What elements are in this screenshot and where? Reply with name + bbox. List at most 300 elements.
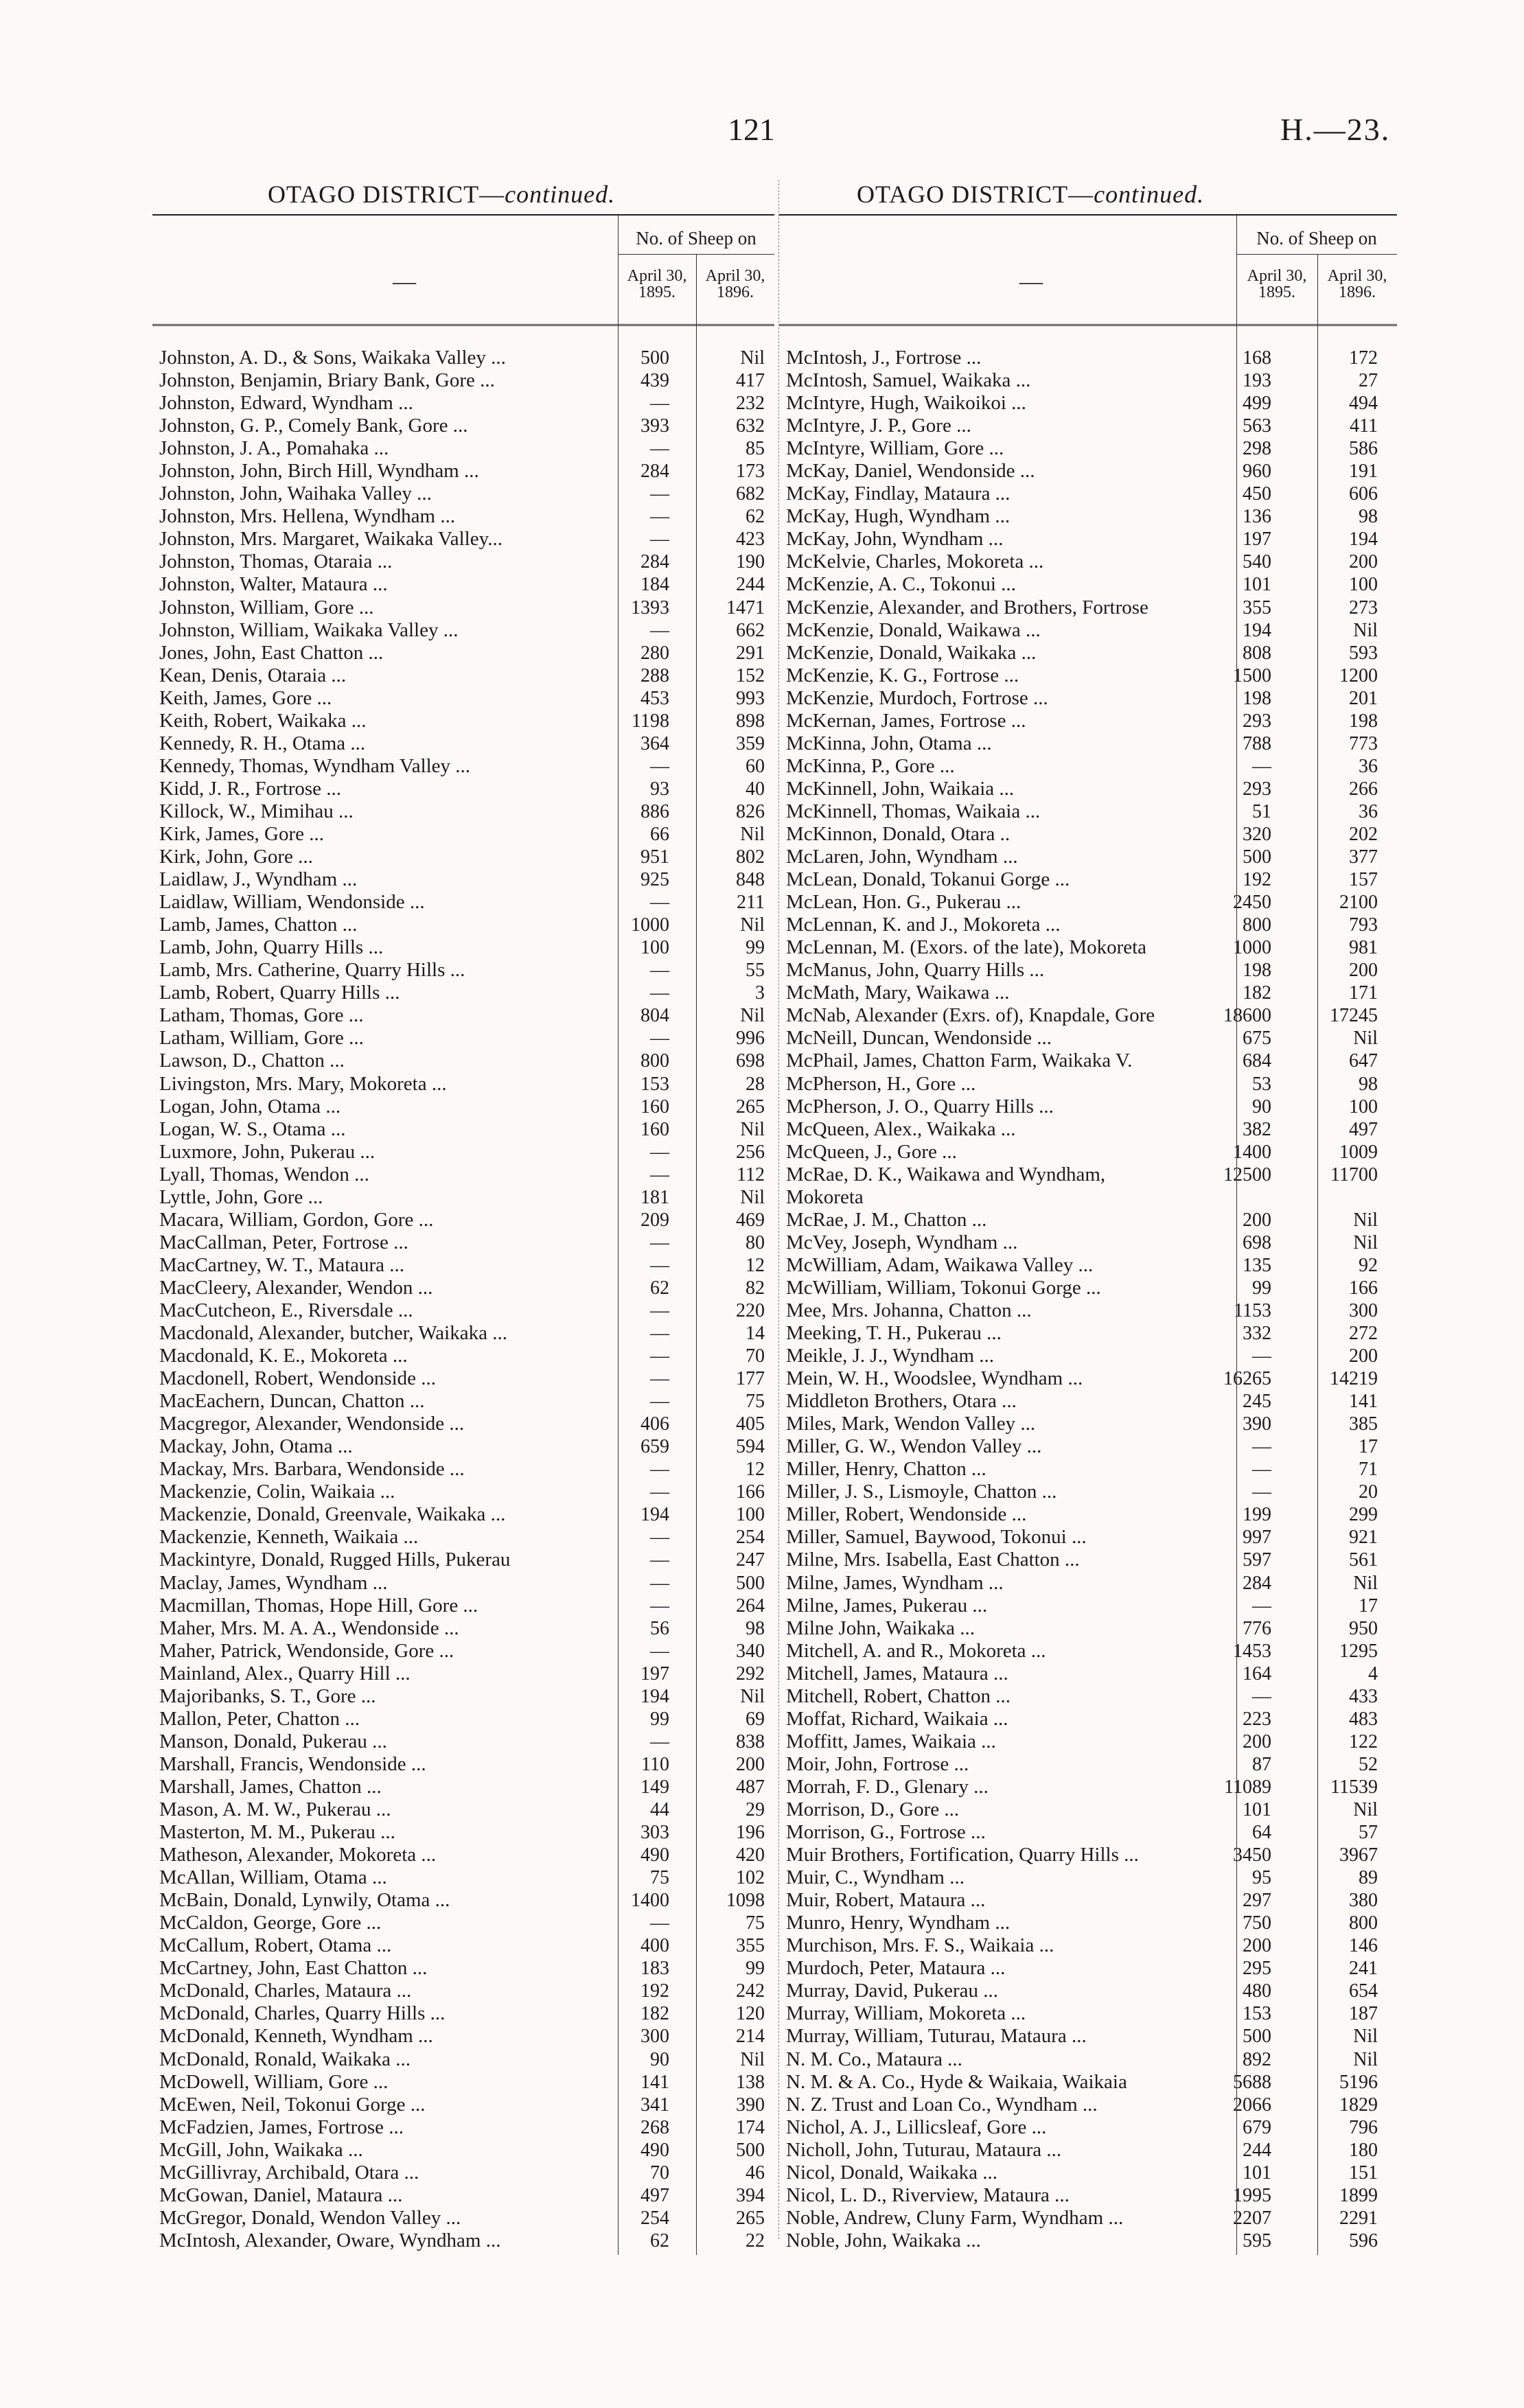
sheep-1895: — bbox=[1252, 1436, 1271, 1458]
table-row bbox=[779, 483, 1397, 505]
table-row bbox=[152, 1390, 774, 1413]
table-row bbox=[779, 2048, 1397, 2071]
table-row bbox=[152, 1934, 774, 1957]
table-row bbox=[152, 1640, 774, 1663]
owner-name: Laidlaw, William, Wendonside ... bbox=[159, 891, 425, 914]
table-row bbox=[779, 1957, 1397, 1980]
sheep-1895: 295 bbox=[1243, 1958, 1271, 1980]
sheep-1895: — bbox=[650, 1730, 669, 1752]
owner-name: McLaren, John, Wyndham ... bbox=[786, 846, 1018, 868]
owner-name: McIntosh, Alexander, Oware, Wyndham ... bbox=[159, 2229, 501, 2251]
table-row bbox=[779, 1526, 1397, 1549]
table-row bbox=[152, 1164, 774, 1186]
owner-name: Matheson, Alexander, Mokoreta ... bbox=[159, 1844, 437, 1866]
table-row bbox=[779, 2230, 1397, 2252]
table-row bbox=[152, 868, 774, 891]
sheep-1896: 52 bbox=[1359, 1753, 1378, 1775]
owner-name: McMath, Mary, Waikawa ... bbox=[786, 982, 1010, 1004]
owner-name: McDonald, Charles, Mataura ... bbox=[159, 1980, 412, 2002]
sheep-1895: 62 bbox=[650, 1277, 669, 1299]
sheep-1895: 997 bbox=[1243, 1527, 1271, 1549]
table-row bbox=[152, 2162, 774, 2184]
sheep-1896: 497 bbox=[1349, 1118, 1378, 1140]
table-row bbox=[779, 846, 1397, 868]
sheep-1895: 194 bbox=[1243, 619, 1271, 641]
owner-name: Kirk, John, Gore ... bbox=[159, 846, 313, 868]
owner-name: MacCallman, Peter, Fortrose ... bbox=[159, 1231, 408, 1253]
sheep-1895: — bbox=[650, 506, 669, 528]
sheep-1896: 632 bbox=[736, 415, 765, 437]
table-row bbox=[779, 664, 1397, 687]
sheep-1895: — bbox=[650, 1028, 669, 1050]
table-row bbox=[779, 1753, 1397, 1776]
table-row bbox=[779, 505, 1397, 528]
table-row bbox=[779, 1299, 1397, 1322]
sheep-1896: 2100 bbox=[1339, 892, 1378, 914]
sheep-1895: — bbox=[650, 892, 669, 914]
sheep-1896: 98 bbox=[746, 1617, 765, 1639]
sheep-1895: 804 bbox=[640, 1005, 669, 1027]
sheep-1896: Nil bbox=[1353, 1209, 1378, 1231]
sheep-1895: 808 bbox=[1243, 642, 1271, 664]
owner-name: McQueen, Alex., Waikaka ... bbox=[786, 1118, 1016, 1140]
sheep-1895: — bbox=[650, 1323, 669, 1345]
table-row bbox=[152, 2048, 774, 2071]
sheep-1896: 1009 bbox=[1339, 1141, 1378, 1163]
table-row bbox=[152, 392, 774, 415]
sheep-1896: 273 bbox=[1349, 597, 1378, 618]
sheep-1895: — bbox=[650, 1368, 669, 1390]
owner-name: McPherson, H., Gore ... bbox=[786, 1072, 976, 1095]
sheep-1896: 411 bbox=[1350, 415, 1378, 437]
table-row bbox=[779, 1367, 1397, 1390]
sheep-1895: 95 bbox=[1252, 1867, 1271, 1889]
sheep-1895: — bbox=[650, 1231, 669, 1253]
sheep-1895: 141 bbox=[640, 2071, 669, 2093]
table-row bbox=[152, 369, 774, 392]
owner-name: N. Z. Trust and Loan Co., Wyndham ... bbox=[786, 2093, 1098, 2116]
owner-name: Lamb, Robert, Quarry Hills ... bbox=[159, 982, 400, 1004]
table-row bbox=[779, 551, 1397, 573]
table-row bbox=[152, 1821, 774, 1844]
sheep-1896: Nil bbox=[1353, 1028, 1378, 1050]
sheep-1895: 597 bbox=[1243, 1549, 1271, 1571]
sheep-1895: 51 bbox=[1252, 800, 1271, 822]
sheep-1895: 184 bbox=[640, 574, 669, 596]
left-col1-year: 1895. bbox=[638, 283, 676, 301]
owner-name: Maher, Mrs. M. A. A., Wendonside ... bbox=[159, 1617, 459, 1639]
sheep-1895: 5688 bbox=[1233, 2071, 1271, 2093]
sheep-1896: 265 bbox=[736, 2207, 765, 2229]
owner-name: McPhail, James, Chatton Farm, Waikaka V. bbox=[786, 1050, 1133, 1072]
sheep-1896: 180 bbox=[1349, 2139, 1378, 2161]
owner-name: McLean, Hon. G., Pukerau ... bbox=[786, 891, 1021, 914]
sheep-1895: 87 bbox=[1252, 1753, 1271, 1775]
table-row bbox=[779, 2071, 1397, 2094]
owner-name: Munro, Henry, Wyndham ... bbox=[786, 1912, 1011, 1934]
owner-name: McKinna, John, Otama ... bbox=[786, 732, 992, 754]
sheep-1895: 1000 bbox=[1233, 937, 1271, 959]
sheep-1896: Nil bbox=[740, 914, 765, 936]
owner-name: McLennan, K. and J., Mokoreta ... bbox=[786, 914, 1061, 936]
sheep-1895: 62 bbox=[650, 2230, 669, 2251]
left-sheep-header: No. of Sheep on bbox=[636, 228, 757, 248]
sheep-1896: 171 bbox=[1349, 982, 1378, 1004]
sheep-1896: 187 bbox=[1349, 2003, 1378, 2025]
sheep-1895: 153 bbox=[640, 1073, 669, 1095]
table-row bbox=[779, 1708, 1397, 1730]
right-col1-header bbox=[1236, 268, 1317, 301]
owner-name: Murray, William, Tuturau, Mataura ... bbox=[786, 2025, 1087, 2048]
sheep-1895: 500 bbox=[640, 347, 669, 369]
sheep-1896: 793 bbox=[1349, 914, 1378, 936]
sheep-1896: 120 bbox=[736, 2003, 765, 2025]
table-row bbox=[779, 891, 1397, 914]
sheep-1896: 682 bbox=[736, 483, 765, 505]
owner-name: Miles, Mark, Wendon Valley ... bbox=[786, 1413, 1036, 1435]
table-row bbox=[152, 415, 774, 437]
table-row bbox=[152, 1231, 774, 1254]
table-row bbox=[779, 2184, 1397, 2207]
sheep-1896: Nil bbox=[740, 1685, 765, 1707]
sheep-1895: — bbox=[650, 529, 669, 551]
sheep-1896: 254 bbox=[736, 1527, 765, 1549]
owner-name: Macdonald, Alexander, butcher, Waikaka ... bbox=[159, 1322, 507, 1345]
table-row bbox=[152, 1663, 774, 1685]
owner-name: Noble, John, Waikaka ... bbox=[786, 2229, 981, 2251]
table-row bbox=[152, 891, 774, 914]
table-row bbox=[779, 1481, 1397, 1503]
sheep-1895: 490 bbox=[640, 1844, 669, 1866]
sheep-1896: 264 bbox=[736, 1595, 765, 1617]
table-row bbox=[152, 936, 774, 959]
owner-name: Milne, Mrs. Isabella, East Chatton ... bbox=[786, 1549, 1080, 1571]
sheep-1896: Nil bbox=[1353, 2026, 1378, 2048]
table-row bbox=[779, 778, 1397, 800]
sheep-1895: 56 bbox=[650, 1617, 669, 1639]
owner-name: Laidlaw, J., Wyndham ... bbox=[159, 868, 358, 891]
sheep-1895: 149 bbox=[640, 1776, 669, 1798]
sheep-1895: 355 bbox=[1243, 597, 1271, 618]
sheep-1896: 46 bbox=[746, 2162, 765, 2184]
sheep-1895: 951 bbox=[640, 846, 669, 868]
sheep-1895: 2066 bbox=[1233, 2094, 1271, 2116]
sheep-1896: 241 bbox=[1349, 1958, 1378, 1980]
table-row bbox=[152, 800, 774, 823]
sheep-1896: 28 bbox=[746, 1073, 765, 1095]
owner-name: Noble, Andrew, Cluny Farm, Wyndham ... bbox=[786, 2206, 1124, 2229]
table-row bbox=[152, 1617, 774, 1640]
sheep-1896: 190 bbox=[736, 551, 765, 573]
owner-name: Nichol, A. J., Lillicsleaf, Gore ... bbox=[786, 2116, 1047, 2138]
owner-name: Macdonell, Robert, Wendonside ... bbox=[159, 1367, 437, 1390]
table-row bbox=[779, 755, 1397, 778]
owner-name: MacEachern, Duncan, Chatton ... bbox=[159, 1390, 425, 1413]
sheep-1896: 773 bbox=[1349, 732, 1378, 754]
sheep-1896: 214 bbox=[736, 2026, 765, 2048]
sheep-1895: 284 bbox=[640, 461, 669, 483]
sheep-1895: — bbox=[1252, 1685, 1271, 1707]
owner-name: Macara, William, Gordon, Gore ... bbox=[159, 1208, 434, 1231]
owner-name: Johnston, Mrs. Margaret, Waikaka Valley... bbox=[159, 528, 503, 551]
sheep-1896: 500 bbox=[736, 2139, 765, 2161]
table-row bbox=[152, 347, 774, 369]
sheep-1896: 494 bbox=[1349, 393, 1378, 415]
sheep-1896: 232 bbox=[736, 393, 765, 415]
sheep-1896: 29 bbox=[746, 1799, 765, 1820]
table-row bbox=[779, 1345, 1397, 1367]
table-row bbox=[779, 1663, 1397, 1685]
table-row bbox=[779, 1912, 1397, 1934]
sheep-1896: Nil bbox=[1353, 2048, 1378, 2070]
table-row bbox=[152, 597, 774, 619]
owner-name: Johnston, A. D., & Sons, Waikaka Valley ... bbox=[159, 347, 506, 369]
sheep-1896: 469 bbox=[736, 1209, 765, 1231]
owner-name: McDonald, Charles, Quarry Hills ... bbox=[159, 2002, 446, 2025]
table-row bbox=[152, 687, 774, 710]
sheep-1896: 420 bbox=[736, 1844, 765, 1866]
owner-name: McKenzie, Donald, Waikaka ... bbox=[786, 641, 1037, 664]
sheep-1896: 3 bbox=[755, 982, 765, 1004]
owner-name: McCartney, John, East Chatton ... bbox=[159, 1957, 428, 1980]
table-row bbox=[152, 1798, 774, 1821]
left-rule-b bbox=[696, 323, 697, 2255]
sheep-1895: 925 bbox=[640, 869, 669, 891]
table-row bbox=[779, 1889, 1397, 1912]
owner-name: Mason, A. M. W., Pukerau ... bbox=[159, 1798, 391, 1820]
sheep-1896: 200 bbox=[736, 1753, 765, 1775]
owner-name: Johnston, Thomas, Otaraia ... bbox=[159, 551, 393, 573]
sheep-1896: Nil bbox=[1353, 1572, 1378, 1594]
sheep-1895: 2207 bbox=[1233, 2207, 1271, 2229]
table-row bbox=[152, 1118, 774, 1141]
owner-name: Meikle, J. J., Wyndham ... bbox=[786, 1345, 994, 1367]
owner-name: N. M. & A. Co., Hyde & Waikaia, Waikaia bbox=[786, 2070, 1127, 2093]
owner-name: Johnston, G. P., Comely Bank, Gore ... bbox=[159, 415, 468, 437]
owner-name: McCaldon, George, Gore ... bbox=[159, 1912, 382, 1934]
table-row bbox=[779, 1096, 1397, 1118]
table-row bbox=[779, 1821, 1397, 1844]
owner-name: McKay, Daniel, Wendonside ... bbox=[786, 460, 1035, 483]
owner-name: Livingston, Mrs. Mary, Mokoreta ... bbox=[159, 1072, 447, 1095]
owner-name: Mein, W. H., Woodslee, Wyndham ... bbox=[786, 1367, 1083, 1390]
table-row bbox=[152, 1685, 774, 1708]
table-row bbox=[779, 868, 1397, 891]
sheep-1896: 173 bbox=[736, 461, 765, 483]
owner-name: McIntyre, Hugh, Waikoikoi ... bbox=[786, 392, 1026, 415]
owner-name: McKay, Hugh, Wyndham ... bbox=[786, 505, 1011, 528]
owner-name: Murchison, Mrs. F. S., Waikaia ... bbox=[786, 1934, 1054, 1957]
table-row bbox=[779, 823, 1397, 846]
table-row bbox=[779, 1934, 1397, 1957]
owner-name: Kennedy, R. H., Otama ... bbox=[159, 732, 366, 754]
table-row bbox=[779, 2002, 1397, 2025]
sheep-1895: 288 bbox=[640, 664, 669, 686]
owner-name: Logan, John, Otama ... bbox=[159, 1095, 341, 1118]
right-sheep-header: No. of Sheep on bbox=[1256, 228, 1377, 248]
sheep-1896: 11539 bbox=[1330, 1776, 1378, 1798]
table-row bbox=[152, 732, 774, 755]
sheep-1895: — bbox=[650, 1572, 669, 1594]
table-row bbox=[152, 823, 774, 846]
owner-name: Miller, Samuel, Baywood, Tokonui ... bbox=[786, 1526, 1087, 1549]
sheep-1895: 44 bbox=[650, 1799, 669, 1820]
table-row bbox=[152, 1572, 774, 1595]
sheep-1895: 675 bbox=[1243, 1028, 1271, 1050]
sheep-1895: 99 bbox=[1252, 1277, 1271, 1299]
table-row bbox=[779, 1980, 1397, 2002]
sheep-1895: 393 bbox=[640, 415, 669, 437]
owner-name: McKinna, P., Gore ... bbox=[786, 754, 955, 777]
table-row bbox=[779, 2025, 1397, 2048]
owner-name: Latham, William, Gore ... bbox=[159, 1027, 364, 1050]
table-row bbox=[152, 778, 774, 800]
table-row bbox=[152, 1526, 774, 1549]
table-row bbox=[152, 2071, 774, 2094]
sheep-1896: 561 bbox=[1349, 1549, 1378, 1571]
table-row bbox=[152, 505, 774, 528]
sheep-1896: 40 bbox=[746, 778, 765, 800]
table-row bbox=[152, 1209, 774, 1231]
sheep-1896: 359 bbox=[736, 732, 765, 754]
sheep-1896: 220 bbox=[736, 1299, 765, 1321]
sheep-1895: 499 bbox=[1243, 393, 1271, 415]
owner-name: McLean, Donald, Tokanui Gorge ... bbox=[786, 868, 1070, 891]
sheep-1896: 138 bbox=[736, 2071, 765, 2093]
table-row bbox=[152, 710, 774, 732]
right-col2-date: April 30, bbox=[1327, 267, 1387, 285]
owner-name: McGillivray, Archibald, Otara ... bbox=[159, 2161, 419, 2184]
sheep-1896: 292 bbox=[736, 1663, 765, 1685]
sheep-1896: 802 bbox=[736, 846, 765, 868]
table-row bbox=[779, 392, 1397, 415]
owner-name: Keith, Robert, Waikaka ... bbox=[159, 709, 367, 732]
owner-name: Morrison, D., Gore ... bbox=[786, 1798, 960, 1820]
table-row bbox=[779, 369, 1397, 392]
table-row bbox=[152, 1435, 774, 1458]
owner-name: Masterton, M. M., Pukerau ... bbox=[159, 1821, 395, 1844]
sheep-1895: 99 bbox=[650, 1708, 669, 1730]
sheep-1895: — bbox=[650, 960, 669, 982]
owner-name: Killock, W., Mimihau ... bbox=[159, 800, 354, 822]
sheep-1895: 192 bbox=[1243, 869, 1271, 891]
sheep-1895: — bbox=[650, 1595, 669, 1617]
owner-name: McVey, Joseph, Wyndham ... bbox=[786, 1231, 1018, 1253]
sheep-1895: — bbox=[650, 1640, 669, 1662]
table-row bbox=[152, 2207, 774, 2230]
table-row bbox=[779, 1141, 1397, 1164]
owner-name: Johnston, John, Waihaka Valley ... bbox=[159, 483, 432, 505]
sheep-1896: 100 bbox=[1349, 1096, 1378, 1118]
owner-name: Muir, Robert, Mataura ... bbox=[786, 1889, 986, 1912]
sheep-1895: 480 bbox=[1243, 1980, 1271, 2002]
sheep-1895: — bbox=[1252, 1595, 1271, 1617]
sheep-1896: 60 bbox=[746, 755, 765, 777]
owner-name: Lamb, John, Quarry Hills ... bbox=[159, 936, 384, 959]
sheep-1895: 100 bbox=[640, 937, 669, 959]
sheep-1895: 160 bbox=[640, 1118, 669, 1140]
sheep-1895: — bbox=[650, 393, 669, 415]
sheep-1896: 796 bbox=[1349, 2116, 1378, 2138]
table-row bbox=[152, 619, 774, 642]
sheep-1896: 22 bbox=[746, 2230, 765, 2251]
owner-name: McQueen, J., Gore ... bbox=[786, 1140, 957, 1163]
sheep-1896: 993 bbox=[736, 687, 765, 709]
sheep-1895: 192 bbox=[640, 1980, 669, 2002]
owner-name: Miller, Robert, Wendonside ... bbox=[786, 1503, 1027, 1526]
table-row bbox=[152, 1299, 774, 1322]
table-row bbox=[152, 1277, 774, 1299]
sheep-1895: — bbox=[650, 1345, 669, 1367]
sheep-1896: 594 bbox=[736, 1436, 765, 1458]
owner-name: Manson, Donald, Pukerau ... bbox=[159, 1730, 387, 1752]
table-row bbox=[779, 1572, 1397, 1595]
table-row bbox=[152, 1004, 774, 1027]
table-row bbox=[152, 1186, 774, 1209]
owner-name: Murray, William, Mokoreta ... bbox=[786, 2002, 1026, 2025]
table-row bbox=[152, 528, 774, 551]
sheep-1896: 211 bbox=[737, 892, 765, 914]
sheep-1895: 320 bbox=[1243, 823, 1271, 845]
sheep-1896: 950 bbox=[1349, 1617, 1378, 1639]
sheep-1895: 382 bbox=[1243, 1118, 1271, 1140]
document-code: H.—23. bbox=[1280, 112, 1391, 147]
sheep-1896: 272 bbox=[1349, 1323, 1378, 1345]
sheep-1896: 586 bbox=[1349, 438, 1378, 460]
table-row bbox=[779, 1186, 1397, 1209]
sheep-1895: 70 bbox=[650, 2162, 669, 2184]
owner-name: Keith, James, Gore ... bbox=[159, 686, 332, 709]
table-row bbox=[152, 1367, 774, 1390]
sheep-1895: 297 bbox=[1243, 1890, 1271, 1912]
sheep-1896: 202 bbox=[1349, 823, 1378, 845]
table-row bbox=[779, 936, 1397, 959]
right-col2-header bbox=[1317, 268, 1397, 301]
owner-name: McEwen, Neil, Tokonui Gorge ... bbox=[159, 2093, 426, 2116]
left-table-header bbox=[152, 214, 774, 326]
sheep-1896: 606 bbox=[1349, 483, 1378, 505]
left-col2-year: 1896. bbox=[717, 283, 754, 301]
sheep-1895: 181 bbox=[640, 1186, 669, 1208]
sheep-1896: 99 bbox=[746, 1958, 765, 1980]
owner-name: Johnston, Benjamin, Briary Bank, Gore ... bbox=[159, 369, 495, 392]
table-row bbox=[152, 1866, 774, 1889]
owner-name: Morrison, G., Fortrose ... bbox=[786, 1821, 986, 1844]
table-row bbox=[152, 551, 774, 573]
sheep-1896: 487 bbox=[736, 1776, 765, 1798]
owner-name: Latham, Thomas, Gore ... bbox=[159, 1004, 364, 1027]
table-row bbox=[152, 1912, 774, 1934]
sheep-1895: 1453 bbox=[1233, 1640, 1271, 1662]
sheep-1896: 198 bbox=[1349, 710, 1378, 732]
table-row bbox=[779, 460, 1397, 483]
sheep-1895: 341 bbox=[640, 2094, 669, 2116]
owner-name: McNeill, Duncan, Wendonside ... bbox=[786, 1027, 1052, 1050]
sheep-1896: 98 bbox=[1359, 506, 1378, 528]
owner-name: Lamb, Mrs. Catherine, Quarry Hills ... bbox=[159, 959, 465, 982]
sheep-1895: 197 bbox=[1243, 529, 1271, 551]
sheep-1896: 14 bbox=[746, 1323, 765, 1345]
table-row bbox=[779, 1254, 1397, 1277]
sheep-1896: 191 bbox=[1349, 461, 1378, 483]
table-row bbox=[152, 1889, 774, 1912]
sheep-1895: 800 bbox=[640, 1050, 669, 1072]
table-row bbox=[779, 1866, 1397, 1889]
owner-name: Mainland, Alex., Quarry Hill ... bbox=[159, 1662, 411, 1685]
sheep-1896: 99 bbox=[746, 937, 765, 959]
sheep-1895: 1400 bbox=[631, 1890, 669, 1912]
table-row bbox=[152, 573, 774, 596]
